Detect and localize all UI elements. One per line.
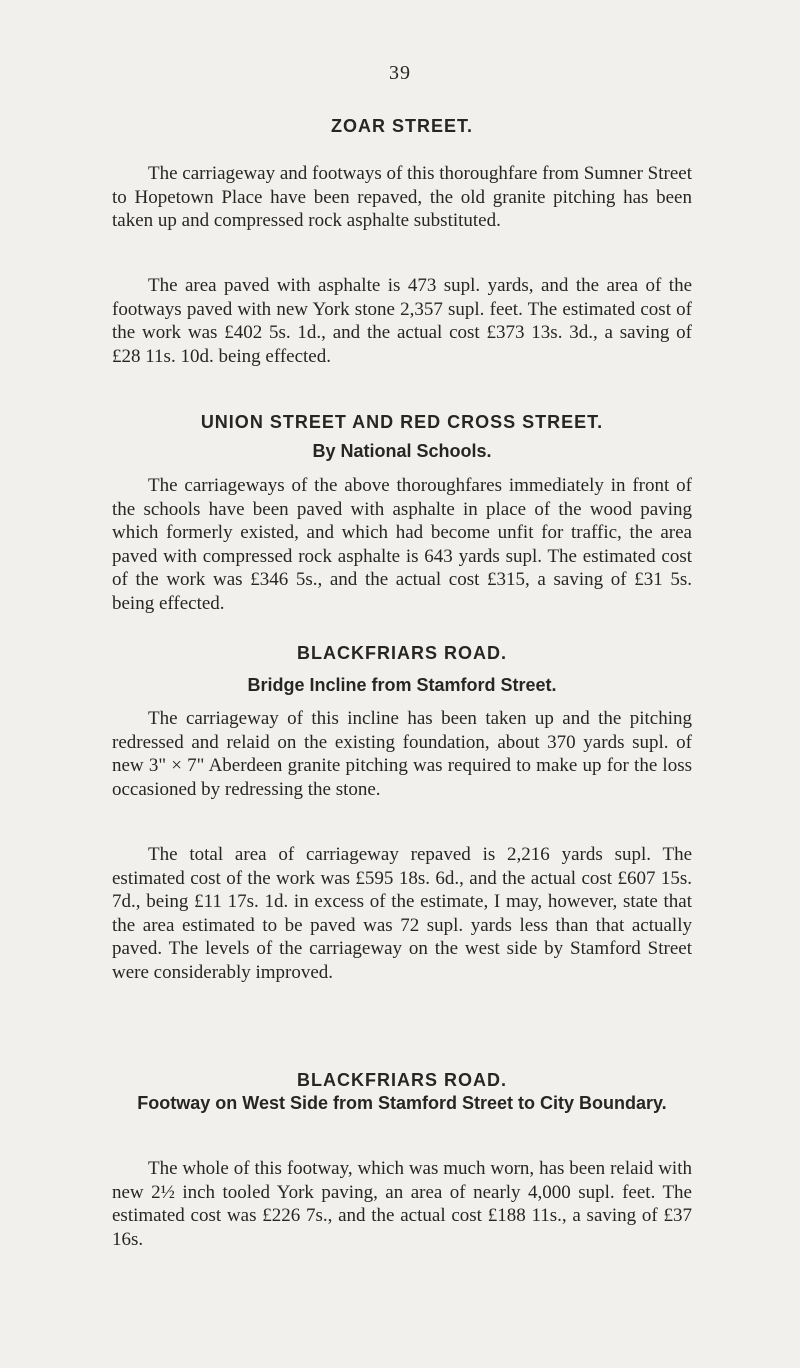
section-subheading: By National Schools. — [312, 441, 492, 461]
section-heading: ZOAR STREET. — [330, 116, 473, 136]
paragraph: The total area of carriageway repaved is 2,216 yards supl. The estimated cost of the work was £595 18s. 6d., and the actual cost £607 15s. 7d., being £11 17s. 1d. in excess of the estimate, I may, however, state that the area estimated to be paved was 72 supl. yards less than that actually paved. The levels of the carriageway on the west side by Stamford Street were considerably improved. — [112, 844, 692, 983]
section-subheading-wrap — [112, 441, 692, 462]
paragraph: The carriageway of this incline has been taken up and the pitching redressed and relaid on the existing foundation, about 370 yards supl. of new 3" × 7" Aberdeen granite pitching was required to make up for the loss occasioned by redressing the stone. — [112, 708, 692, 800]
section-blackfriars-incline — [112, 643, 692, 664]
section-subheading-wrap — [112, 672, 692, 699]
paragraph: The carriageways of the above thoroughfares immediately in front of the schools have been paved with asphalte in place of the wood paving which formerly existed, and which had become unfit for traffic, the area paved with compressed rock asphalte is 643 yards supl. The estimated cost of the work was £346 5s., and the actual cost £315, a saving of £31 5s. being effected. — [112, 475, 692, 614]
paragraph: The area paved with asphalte is 473 supl. yards, and the area of the footways paved with new York stone 2,357 supl. feet. The estimated cost of the work was £402 5s. 1d., and the actual cost £373 13s. 3d., a saving of £28 11s. 10d. being effected. — [112, 275, 692, 367]
section-subheading: Bridge Incline from Stamford Street. — [247, 675, 557, 695]
section-heading: BLACKFRIARS ROAD. — [297, 1070, 507, 1090]
paragraph: The whole of this footway, which was much worn, has been relaid with new 2½ inch tooled York paving, an area of nearly 4,000 supl. feet. The estimated cost was £226 7s., and the actual cost £188 11s., a saving of £37 16s. — [112, 1158, 692, 1250]
section-subheading-wrap — [112, 1090, 692, 1117]
paragraph: The carriageway and footways of this thoroughfare from Sumner Street to Hopetown Place have been repaved, the old granite pitching has been taken up and compressed rock asphalte substituted. — [112, 163, 692, 232]
section-heading: UNION STREET AND RED CROSS STREET. — [200, 412, 604, 432]
section-union-street — [112, 412, 692, 433]
section-zoar-street — [112, 116, 692, 137]
section-blackfriars-footway — [112, 1070, 692, 1091]
section-heading: BLACKFRIARS ROAD. — [297, 643, 507, 663]
section-subheading: Footway on West Side from Stamford Street to City Boundary. — [137, 1093, 667, 1113]
page-number: 39 — [389, 62, 411, 84]
